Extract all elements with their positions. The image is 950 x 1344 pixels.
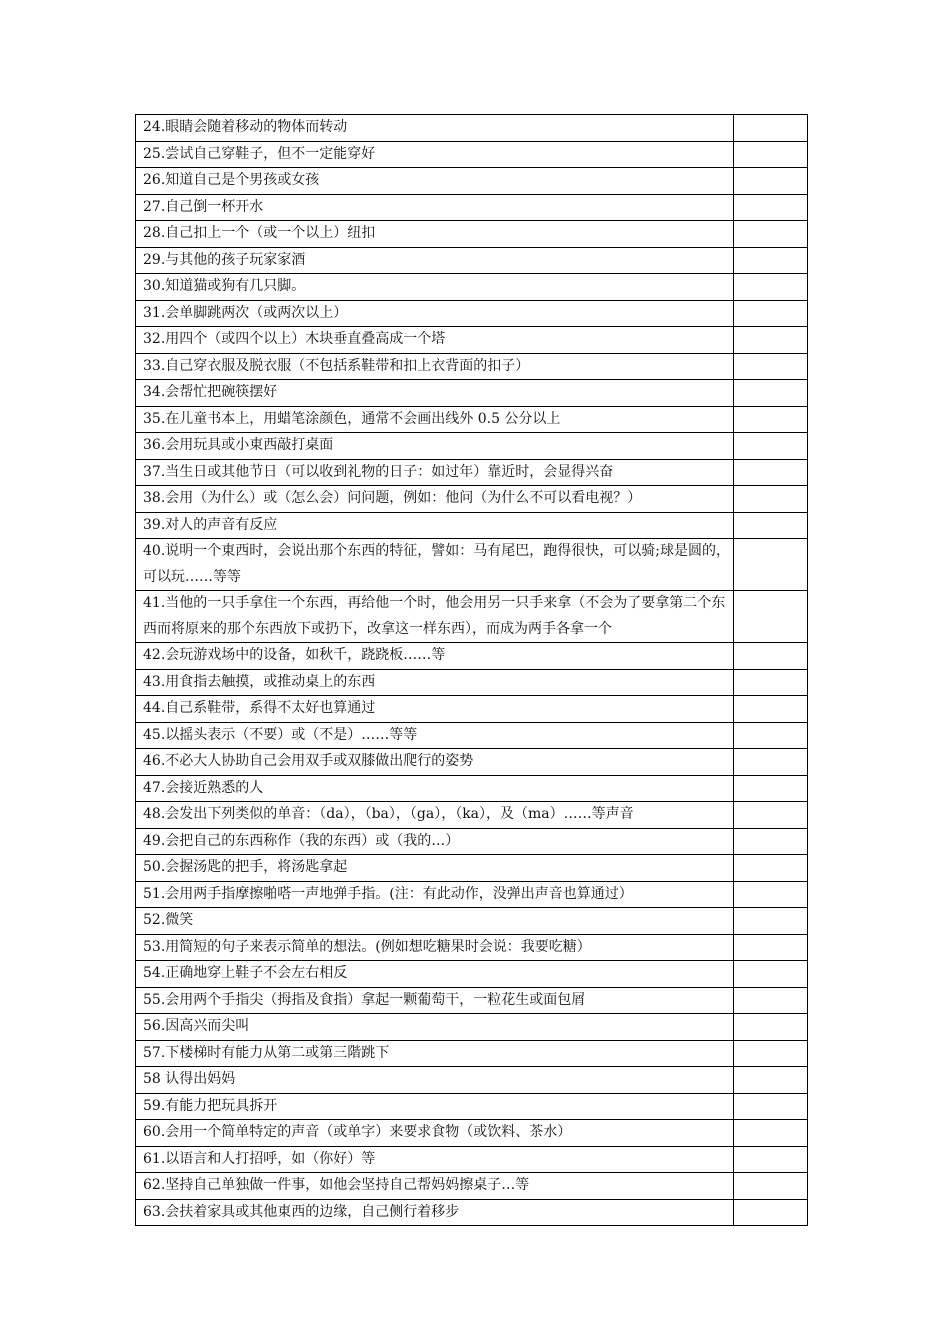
checklist-item-text: 51.会用两手指摩擦啪嗒一声地弹手指。(注：有此动作，没弹出声音也算通过）: [136, 881, 734, 908]
checklist-item-text: 61.以语言和人打招呼，如（你好）等: [136, 1146, 734, 1173]
checklist-item-text: 60.会用一个简单特定的声音（或单字）来要求食物（或饮料、茶水）: [136, 1120, 734, 1147]
checklist-answer-cell[interactable]: [734, 1173, 808, 1200]
checklist-row: [136, 1067, 808, 1094]
checklist-answer-cell[interactable]: [734, 327, 808, 354]
checklist-row: [136, 512, 808, 539]
checklist-item-text: 49.会把自己的东西称作（我的东西）或（我的…）: [136, 828, 734, 855]
checklist-answer-cell[interactable]: [734, 669, 808, 696]
checklist-answer-cell[interactable]: [734, 987, 808, 1014]
checklist-answer-cell[interactable]: [734, 855, 808, 882]
checklist-item-text: 29.与其他的孩子玩家家酒: [136, 247, 734, 274]
checklist-row: [136, 722, 808, 749]
checklist-answer-cell[interactable]: [734, 1014, 808, 1041]
checklist-answer-cell[interactable]: [734, 591, 808, 643]
checklist-item-text: 47.会接近熟悉的人: [136, 775, 734, 802]
checklist-row: [136, 486, 808, 513]
checklist-answer-cell[interactable]: [734, 802, 808, 829]
checklist-item-text: 58 认得出妈妈: [136, 1067, 734, 1094]
checklist-answer-cell[interactable]: [734, 300, 808, 327]
checklist-item-text: 34.会帮忙把碗筷摆好: [136, 380, 734, 407]
checklist-row: [136, 828, 808, 855]
checklist-answer-cell[interactable]: [734, 168, 808, 195]
checklist-item-text: 56.因高兴而尖叫: [136, 1014, 734, 1041]
checklist-row: [136, 1199, 808, 1226]
checklist-answer-cell[interactable]: [734, 221, 808, 248]
checklist-row: [136, 459, 808, 486]
checklist-item-text: 48.会发出下列类似的单音：（da），（ba），（ga），（ka），及（ma）……等声音: [136, 802, 734, 829]
checklist-item-text: 55.会用两个手指尖（拇指及食指）拿起一颗葡萄干，一粒花生或面包屑: [136, 987, 734, 1014]
checklist-row: [136, 591, 808, 643]
checklist-item-text: 32.用四个（或四个以上）木块垂直叠高成一个塔: [136, 327, 734, 354]
checklist-item-text: 38.会用（为什么）或（怎么会）问问题，例如：他问（为什么不可以看电视？）: [136, 486, 734, 513]
checklist-row: [136, 749, 808, 776]
checklist-item-text: 36.会用玩具或小東西敲打桌面: [136, 433, 734, 460]
checklist-item-text: 30.知道猫或狗有几只脚。: [136, 274, 734, 301]
checklist-answer-cell[interactable]: [734, 459, 808, 486]
checklist-row: [136, 908, 808, 935]
checklist-row: [136, 539, 808, 591]
checklist-row: [136, 1093, 808, 1120]
checklist-answer-cell[interactable]: [734, 406, 808, 433]
checklist-row: [136, 881, 808, 908]
checklist-item-text: 50.会握汤匙的把手，将汤匙拿起: [136, 855, 734, 882]
checklist-row: [136, 1014, 808, 1041]
checklist-row: [136, 141, 808, 168]
checklist-item-text: 63.会扶着家具或其他東西的边缘，自己侧行着移步: [136, 1199, 734, 1226]
checklist-row: [136, 855, 808, 882]
checklist-item-text: 43.用食指去触摸，或推动桌上的东西: [136, 669, 734, 696]
checklist-item-text: 25.尝试自己穿鞋子，但不一定能穿好: [136, 141, 734, 168]
checklist-item-text: 40.说明一个東西时，会说出那个东西的特征，譬如：马有尾巴，跑得很快，可以骑;球是圆的，可以玩……等等: [136, 539, 734, 591]
checklist-row: [136, 247, 808, 274]
checklist-answer-cell[interactable]: [734, 486, 808, 513]
checklist-answer-cell[interactable]: [734, 1067, 808, 1094]
checklist-answer-cell[interactable]: [734, 353, 808, 380]
checklist-item-text: 37.当生日或其他节日（可以收到礼物的日子：如过年）靠近时，会显得兴奋: [136, 459, 734, 486]
checklist-row: [136, 406, 808, 433]
checklist-row: [136, 802, 808, 829]
checklist-item-text: 33.自己穿衣服及脱衣服（不包括系鞋带和扣上衣背面的扣子）: [136, 353, 734, 380]
checklist-item-text: 39.对人的声音有反应: [136, 512, 734, 539]
checklist-answer-cell[interactable]: [734, 749, 808, 776]
checklist-answer-cell[interactable]: [734, 828, 808, 855]
checklist-row: [136, 987, 808, 1014]
checklist-item-text: 27.自己倒一杯开水: [136, 194, 734, 221]
checklist-answer-cell[interactable]: [734, 775, 808, 802]
checklist-row: [136, 168, 808, 195]
checklist-answer-cell[interactable]: [734, 512, 808, 539]
checklist-row: [136, 1173, 808, 1200]
checklist-answer-cell[interactable]: [734, 433, 808, 460]
checklist-answer-cell[interactable]: [734, 1146, 808, 1173]
checklist-answer-cell[interactable]: [734, 115, 808, 142]
checklist-item-text: 28.自己扣上一个（或一个以上）纽扣: [136, 221, 734, 248]
checklist-item-text: 31.会单脚跳两次（或两次以上）: [136, 300, 734, 327]
checklist-row: [136, 1120, 808, 1147]
checklist-row: [136, 1040, 808, 1067]
checklist-item-text: 62.坚持自己单独做一件事，如他会坚持自己帮妈妈擦桌子…等: [136, 1173, 734, 1200]
checklist-answer-cell[interactable]: [734, 961, 808, 988]
checklist-item-text: 45.以摇头表示（不要）或（不是）……等等: [136, 722, 734, 749]
checklist-item-text: 53.用简短的句子来表示简单的想法。(例如想吃糖果时会说：我要吃糖）: [136, 934, 734, 961]
checklist-row: [136, 274, 808, 301]
checklist-answer-cell[interactable]: [734, 722, 808, 749]
checklist-row: [136, 934, 808, 961]
checklist-row: [136, 221, 808, 248]
checklist-answer-cell[interactable]: [734, 1120, 808, 1147]
checklist-answer-cell[interactable]: [734, 1040, 808, 1067]
checklist-body: [136, 115, 808, 1226]
checklist-answer-cell[interactable]: [734, 141, 808, 168]
checklist-answer-cell[interactable]: [734, 934, 808, 961]
checklist-row: [136, 961, 808, 988]
checklist-answer-cell[interactable]: [734, 1093, 808, 1120]
checklist-row: [136, 327, 808, 354]
checklist-answer-cell[interactable]: [734, 696, 808, 723]
checklist-item-text: 54.正确地穿上鞋子不会左右相反: [136, 961, 734, 988]
checklist-item-text: 42.会玩游戏场中的设备，如秋千，跷跷板……等: [136, 643, 734, 670]
checklist-row: [136, 433, 808, 460]
checklist-row: [136, 300, 808, 327]
checklist-answer-cell[interactable]: [734, 643, 808, 670]
checklist-row: [136, 775, 808, 802]
checklist-item-text: 24.眼睛会随着移动的物体而转动: [136, 115, 734, 142]
checklist-item-text: 46.不必大人协助自己会用双手或双膝做出爬行的姿势: [136, 749, 734, 776]
checklist-answer-cell[interactable]: [734, 194, 808, 221]
checklist-answer-cell[interactable]: [734, 908, 808, 935]
checklist-item-text: 52.微笑: [136, 908, 734, 935]
checklist-table: [135, 114, 808, 1226]
checklist-row: [136, 353, 808, 380]
checklist-row: [136, 669, 808, 696]
checklist-row: [136, 115, 808, 142]
checklist-answer-cell[interactable]: [734, 380, 808, 407]
checklist-item-text: 57.下楼梯时有能力从第二或第三階跳下: [136, 1040, 734, 1067]
checklist-answer-cell[interactable]: [734, 247, 808, 274]
checklist-row: [136, 643, 808, 670]
checklist-row: [136, 194, 808, 221]
checklist-row: [136, 1146, 808, 1173]
checklist-item-text: 44.自己系鞋带，系得不太好也算通过: [136, 696, 734, 723]
checklist-answer-cell[interactable]: [734, 274, 808, 301]
checklist-item-text: 26.知道自己是个男孩或女孩: [136, 168, 734, 195]
checklist-row: [136, 696, 808, 723]
checklist-item-text: 35.在儿童书本上，用蜡笔涂颜色，通常不会画出线外 0.5 公分以上: [136, 406, 734, 433]
checklist-row: [136, 380, 808, 407]
checklist-item-text: 41.当他的一只手拿住一个东西，再给他一个时，他会用另一只手来拿（不会为了要拿第二个东西而将原来的那个东西放下或扔下，改拿这一样东西），而成为两手各拿一个: [136, 591, 734, 643]
checklist-answer-cell[interactable]: [734, 539, 808, 591]
checklist-answer-cell[interactable]: [734, 1199, 808, 1226]
checklist-item-text: 59.有能力把玩具拆开: [136, 1093, 734, 1120]
checklist-answer-cell[interactable]: [734, 881, 808, 908]
